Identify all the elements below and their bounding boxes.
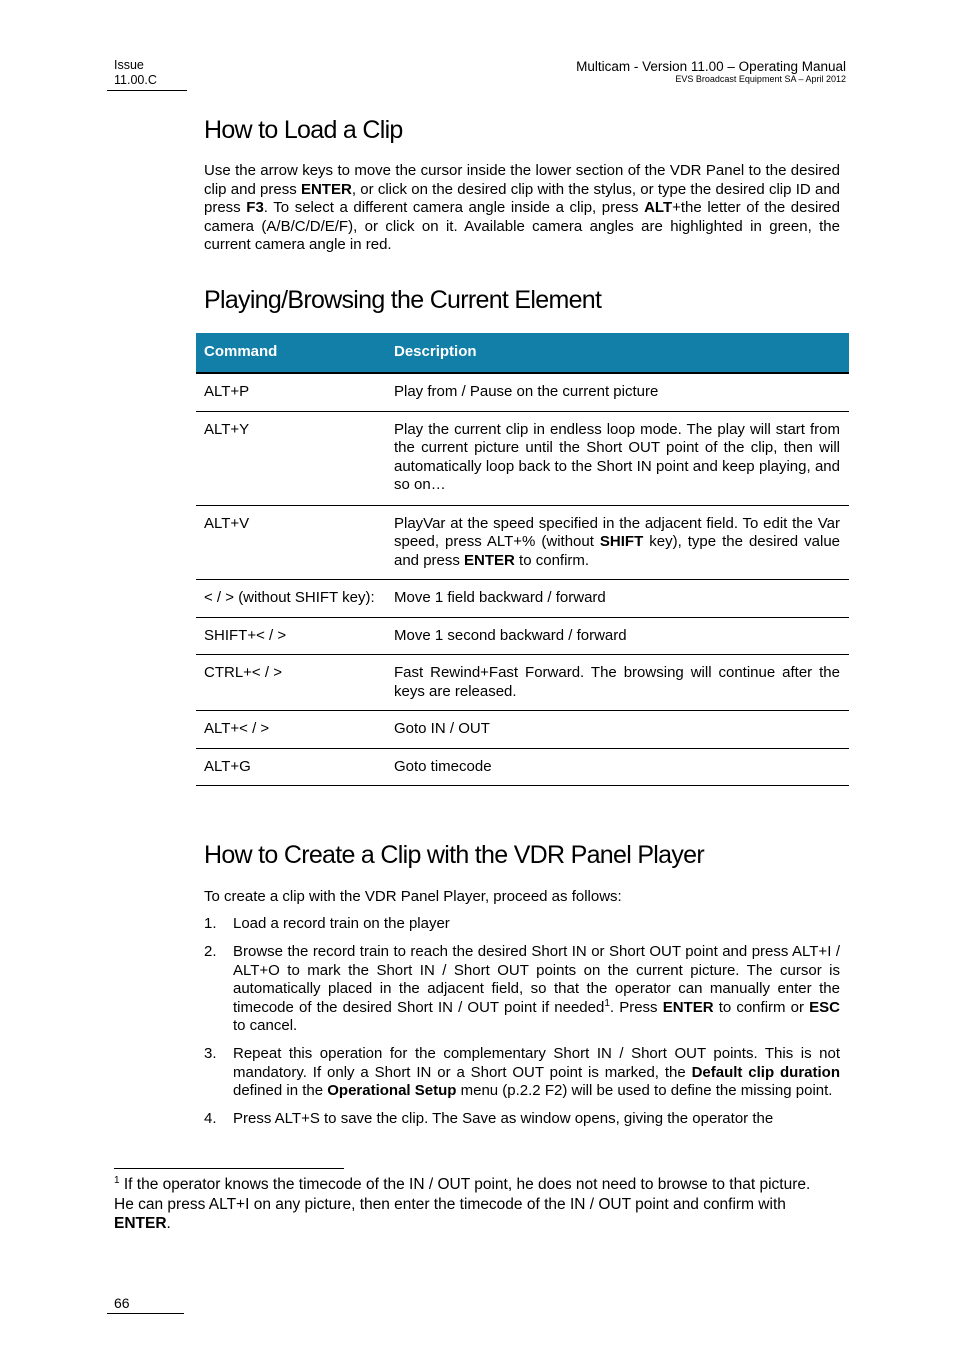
description-cell: Goto timecode	[386, 748, 849, 786]
description-cell: Play from / Pause on the current picture	[386, 373, 849, 411]
bold-text: Operational Setup	[327, 1082, 457, 1099]
text: to cancel.	[233, 1017, 298, 1034]
bold-text: ENTER	[300, 180, 352, 198]
command-table	[196, 333, 849, 786]
text: defined in the	[233, 1082, 328, 1099]
command-cell: ALT+< / >	[196, 711, 386, 749]
text: . Press	[609, 998, 663, 1016]
list-item	[204, 1110, 840, 1129]
command-cell: ALT+P	[196, 373, 386, 411]
command-cell: < / > (without SHIFT key):	[196, 580, 386, 618]
bold-text: SHIFT	[599, 533, 644, 550]
list-item	[204, 915, 840, 934]
text: . To select a different camera angle inside a clip, press	[263, 199, 645, 216]
step-number: 3.	[204, 1045, 217, 1062]
bold-text: ENTER	[662, 998, 714, 1016]
table-row	[196, 411, 849, 505]
description-cell: Play the current clip in endless loop mode. The play will start from the current picture until the Short OUT point of the clip, then will automatically loop back to the Short IN point and keep playing, and so on…	[386, 411, 849, 505]
step-text: Press ALT+S to save the clip. The Save as window opens, giving the operator the	[233, 1110, 774, 1127]
command-cell: SHIFT+< / >	[196, 617, 386, 655]
step-number: 2.	[204, 943, 217, 960]
bold-text: ENTER	[114, 1215, 167, 1232]
description-cell: Goto IN / OUT	[386, 711, 849, 749]
page-number-rule	[107, 1313, 184, 1314]
steps-list	[204, 915, 840, 1138]
step-text: Load a record train on the player	[233, 915, 450, 932]
command-cell: ALT+V	[196, 505, 386, 580]
table-row	[196, 617, 849, 655]
load-clip-paragraph	[204, 162, 840, 255]
bold-text: ESC	[809, 998, 840, 1016]
command-cell: ALT+Y	[196, 411, 386, 505]
section-title-playing-browsing: Playing/Browsing the Current Element	[204, 286, 602, 314]
column-header-description: Description	[386, 333, 849, 373]
footnote	[114, 1175, 834, 1234]
footnote-reference[interactable]: 1	[604, 997, 610, 1009]
table-row	[196, 748, 849, 786]
issue-block	[114, 58, 157, 88]
step-number: 4.	[204, 1110, 217, 1127]
text: Repeat this operation for the complementary Short IN / Short OUT points. This is not mandatory. If only a Short IN or a Short OUT point is marked, the	[233, 1045, 840, 1081]
text: If the operator knows the timecode of the IN / OUT point, he does not need to browse to that picture. He can press ALT+I on any picture, then enter the timecode of the IN / OUT point and confirm with	[114, 1176, 811, 1213]
section-title-create-clip: How to Create a Clip with the VDR Panel Player	[204, 841, 704, 869]
bold-text: F3	[246, 199, 264, 216]
list-item	[204, 943, 840, 1036]
table-row	[196, 580, 849, 618]
command-cell: CTRL+< / >	[196, 655, 386, 711]
table-row	[196, 711, 849, 749]
bold-text: ALT	[644, 199, 673, 216]
manual-title: Multicam - Version 11.00 – Operating Manual	[576, 59, 846, 74]
table-header-row	[196, 333, 849, 373]
section-title-load-clip: How to Load a Clip	[204, 116, 403, 144]
table-row	[196, 655, 849, 711]
bold-text: Default clip duration	[691, 1063, 840, 1081]
description-cell: Fast Rewind+Fast Forward. The browsing will continue after the keys are released.	[386, 655, 849, 711]
description-cell: Move 1 second backward / forward	[386, 617, 849, 655]
step-number: 1.	[204, 915, 217, 932]
text: to confirm or	[713, 998, 810, 1016]
text: , or click on the desired clip with the stylus, or type the desired clip ID and press	[204, 180, 841, 216]
page-number: 66	[114, 1295, 130, 1311]
manual-header	[576, 59, 846, 85]
issue-label: Issue	[114, 58, 144, 72]
text: Browse the record train to reach the desired Short IN or Short OUT point and press ALT+I / ALT+O to mark the Short IN / Short OUT points on the current picture. The cursor is automatically placed in the adjacent field, so that the operator can manually enter the timecode of the desired Short IN / OUT point if needed	[233, 943, 840, 1016]
text: menu (p.2.2 F2) will be used to define the missing point.	[456, 1082, 833, 1099]
company-date: EVS Broadcast Equipment SA – April 2012	[675, 74, 846, 84]
list-item	[204, 1045, 840, 1101]
bold-text: ENTER	[464, 551, 515, 569]
text: PlayVar at the speed specified in the adjacent field. To edit the Var speed, press ALT+% (without	[394, 514, 840, 550]
text: to confirm.	[514, 551, 590, 569]
description-cell	[386, 505, 849, 580]
table-row	[196, 373, 849, 411]
text: .	[166, 1215, 171, 1232]
description-cell: Move 1 field backward / forward	[386, 580, 849, 618]
table-row	[196, 505, 849, 580]
footnote-separator	[114, 1168, 344, 1169]
text: key), type the desired value and press	[394, 533, 841, 569]
issue-number: 11.00.C	[114, 73, 157, 87]
text: Use the arrow keys to move the cursor inside the lower section of the VDR Panel to the desired clip and press	[204, 162, 840, 198]
column-header-command: Command	[196, 333, 386, 373]
command-cell: ALT+G	[196, 748, 386, 786]
create-clip-intro: To create a clip with the VDR Panel Player, proceed as follows:	[204, 888, 622, 905]
footnote-mark: 1	[114, 1174, 120, 1186]
header-rule	[107, 90, 187, 91]
text: +the letter of the desired camera (A/B/C/D/E/F), or click on it. Available camera angles are highlighted in green, the current camera angle in red.	[204, 199, 840, 253]
